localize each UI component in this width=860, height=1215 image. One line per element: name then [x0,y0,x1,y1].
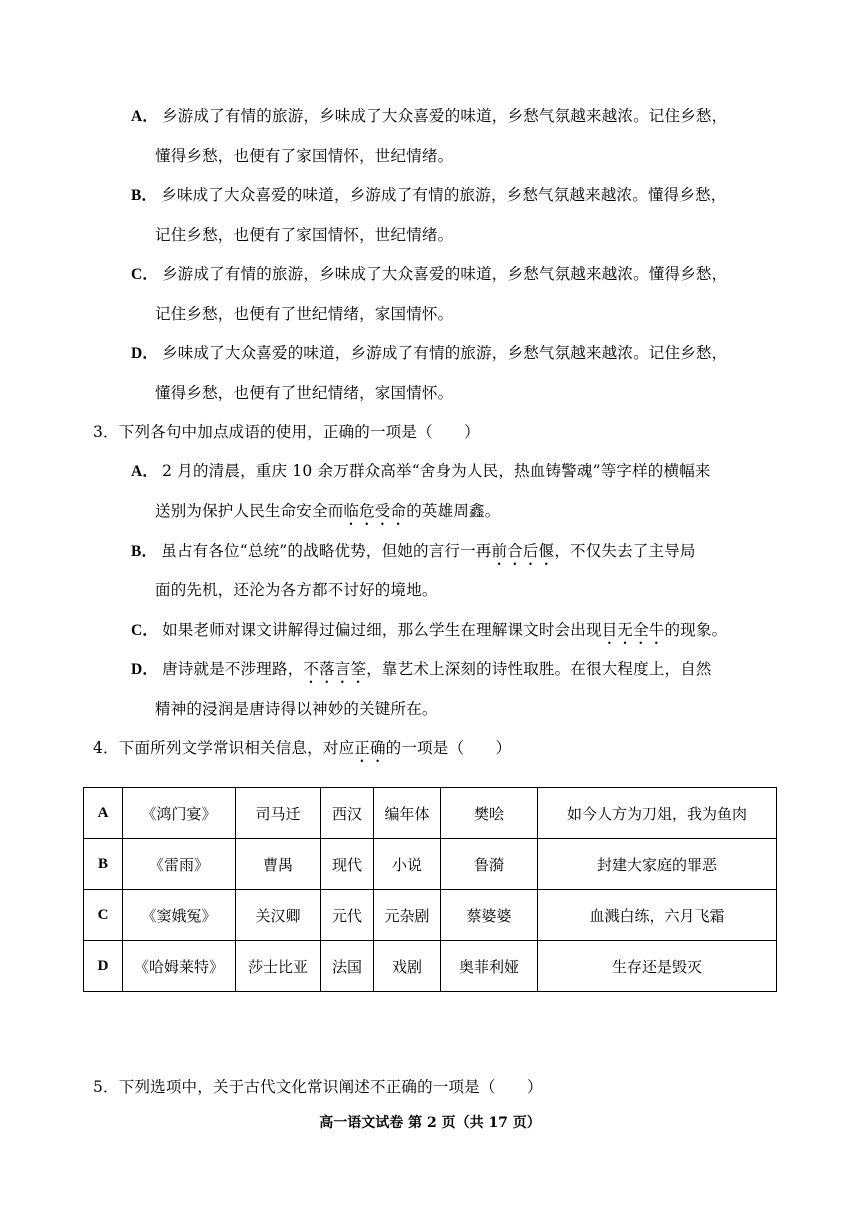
q2-option-c-line2: 记住乡愁，也便有了世纪情绪，家国情怀。 [155,305,454,323]
era: 现代 [321,839,374,890]
q3-a-dotted-idiom: 临危受命 [343,502,407,520]
q3-b-dotted-idiom: 前合后偃 [491,542,555,560]
era: 法国 [321,941,374,992]
q2-option-a-line2: 懂得乡愁，也便有了家国情怀，世纪情绪。 [155,147,454,165]
q4-stem: 4．下面所列文学常识相关信息，对应正确的一项是（ ） [93,739,512,757]
table-row [84,839,777,890]
literature-table [83,787,777,992]
q3-d-dotted-idiom: 不落言筌 [303,660,367,678]
row-key: D [84,941,123,992]
row-key: C [84,890,123,941]
character: 樊哙 [441,788,538,839]
q2-option-b-line2: 记住乡愁，也便有了家国情怀，世纪情绪。 [155,226,454,244]
quote: 生存还是毁灭 [538,941,777,992]
q3-option-c-line1: C． 如果老师对课文讲解得过偏过细，那么学生在理解课文时会出现目无全牛的现象。 [131,621,728,639]
work-title: 《哈姆莱特》 [123,941,236,992]
author: 司马迁 [236,788,321,839]
q3-option-b-line2: 面的先机，还沦为各方都不讨好的境地。 [155,581,438,599]
row-key: B [84,839,123,890]
genre: 戏剧 [374,941,441,992]
work-title: 《鸿门宴》 [123,788,236,839]
character: 鲁漪 [441,839,538,890]
q4-dotted-word: 正确 [354,739,386,757]
era: 元代 [321,890,374,941]
q3-option-b-line1: B． 虽占有各位“总统”的战略优势，但她的言行一再前合后偃，不仅失去了主导局 [131,542,696,560]
q3-option-d-line2: 精神的浸润是唐诗得以神妙的关键所在。 [155,700,438,718]
work-title: 《窦娥冤》 [123,890,236,941]
q3-option-d-line1: D． 唐诗就是不涉理路，不落言筌，靠艺术上深刻的诗性取胜。在很大程度上，自然 [131,660,712,678]
q2-option-d-line1: D． 乡味成了大众喜爱的味道，乡游成了有情的旅游，乡愁气氛越来越浓。记住乡愁， [131,344,728,362]
q5-stem: 5．下列选项中，关于古代文化常识阐述不正确的一项是（ ） [93,1078,543,1096]
genre: 小说 [374,839,441,890]
q3-stem: 3．下列各句中加点成语的使用，正确的一项是（ ） [93,423,480,441]
quote: 血溅白练，六月飞霜 [538,890,777,941]
table-row [84,941,777,992]
table-row [84,788,777,839]
q2-option-c-line1: C． 乡游成了有情的旅游，乡味成了大众喜爱的味道，乡愁气氛越来越浓。懂得乡愁， [131,265,728,283]
author: 莎士比亚 [236,941,321,992]
character: 奥菲利娅 [441,941,538,992]
q3-option-a-line2: 送别为保护人民生命安全而临危受命的英雄周鑫。 [155,502,501,520]
q2-option-a-line1: A． 乡游成了有情的旅游，乡味成了大众喜爱的味道，乡愁气氛越来越浓。记住乡愁， [131,107,728,125]
author: 关汉卿 [236,890,321,941]
author: 曹禺 [236,839,321,890]
q3-option-a-line1: A． 2 月的清晨，重庆 10 余万群众高举“舍身为人民，热血铸警魂”等字样的横幅来 [131,462,711,480]
q2-option-b-line1: B． 乡味成了大众喜爱的味道，乡游成了有情的旅游，乡愁气氛越来越浓。懂得乡愁， [131,186,727,204]
q3-c-dotted-idiom: 目无全牛 [601,621,665,639]
quote: 封建大家庭的罪恶 [538,839,777,890]
era: 西汉 [321,788,374,839]
table-row [84,890,777,941]
genre: 元杂剧 [374,890,441,941]
q2-option-d-line2: 懂得乡愁，也便有了世纪情绪，家国情怀。 [155,384,454,402]
quote: 如今人方为刀俎，我为鱼肉 [538,788,777,839]
work-title: 《雷雨》 [123,839,236,890]
page-footer: 高一语文试卷 第 2 页（共 17 页） [319,1115,541,1131]
row-key: A [84,788,123,839]
character: 蔡婆婆 [441,890,538,941]
genre: 编年体 [374,788,441,839]
